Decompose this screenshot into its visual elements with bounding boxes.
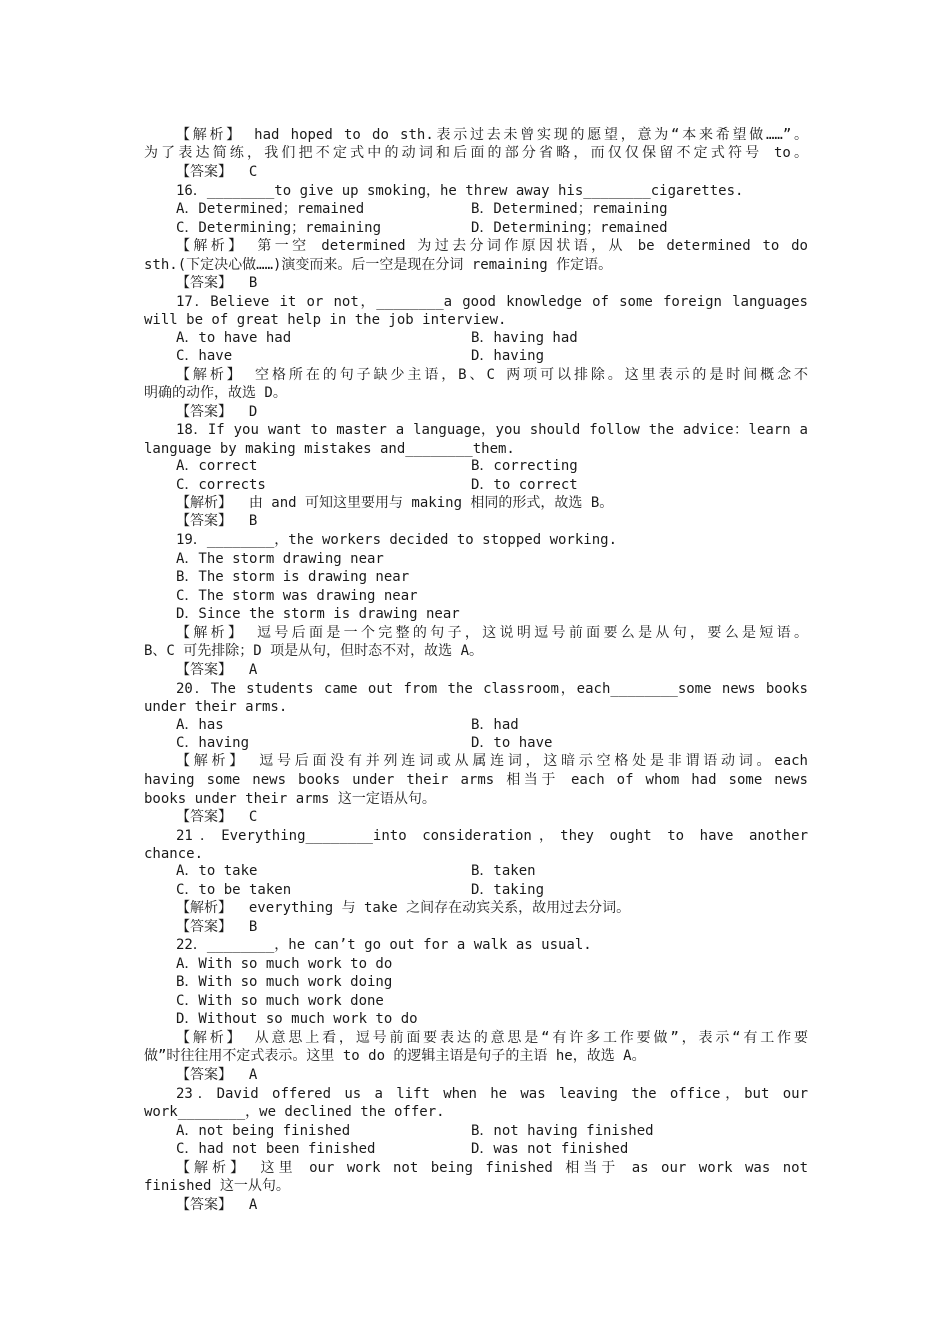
question-20-line-1: 20．The students came out from the classroom，each________some news books — [176, 681, 808, 697]
explanation-18: 【解析】 由 and 可知这里要用与 making 相同的形式，故选 B。 — [176, 495, 614, 511]
q23-option-d: D．was not finished — [471, 1141, 629, 1157]
question-21-line-2: chance. — [144, 846, 204, 862]
explanation-23-line-2: finished 这一从句。 — [144, 1178, 290, 1194]
answer-17: 【答案】 D — [176, 404, 258, 420]
q22-option-d: D．Without so much work to do — [176, 1011, 418, 1027]
q21-option-c: C．to be taken — [176, 882, 292, 898]
q21-option-a: A．to take — [176, 863, 258, 879]
q22-option-b: B．With so much work doing — [176, 974, 393, 990]
answer-20: 【答案】 C — [176, 809, 258, 825]
q23-option-a: A．not being finished — [176, 1123, 351, 1139]
q17-option-c: C．have — [176, 348, 233, 364]
answer-19: 【答案】 A — [176, 662, 258, 678]
explanation-23-line-1: 【解析】 这里 our work not being finished 相当于 as our work was not — [176, 1160, 808, 1176]
question-18-line-2: language by making mistakes and________them. — [144, 441, 515, 457]
q18-option-d: D．to correct — [471, 477, 578, 493]
q22-option-a: A．With so much work to do — [176, 956, 393, 972]
question-22: 22．________，he can’t go out for a walk as usual. — [176, 937, 592, 953]
q18-option-a: A．correct — [176, 458, 258, 474]
q21-option-d: D．taking — [471, 882, 545, 898]
explanation-19-line-2: B、C 可先排除；D 项是从句，但时态不对，故选 A。 — [144, 643, 483, 659]
q16-option-d: D．Determining；remained — [471, 220, 668, 236]
q16-option-a: A．Determined；remained — [176, 201, 365, 217]
question-17-line-1: 17．Believe it or not，________a good knowledge of some foreign languages — [176, 294, 808, 310]
q19-option-a: A．The storm drawing near — [176, 551, 384, 567]
q17-option-d: D．having — [471, 348, 545, 364]
explanation-17-line-1: 【解析】 空格所在的句子缺少主语，B、C 两项可以排除。这里表示的是时间概念不 — [176, 367, 808, 383]
q19-option-c: C．The storm was drawing near — [176, 588, 418, 604]
question-23-line-2: work________，we declined the offer. — [144, 1104, 445, 1120]
q20-option-d: D．to have — [471, 735, 553, 751]
q19-option-d: D．Since the storm is drawing near — [176, 606, 460, 622]
question-20-line-2: under their arms. — [144, 699, 288, 715]
q16-option-b: B．Determined；remaining — [471, 201, 668, 217]
answer-18: 【答案】 B — [176, 513, 258, 529]
q21-option-b: B．taken — [471, 863, 536, 879]
answer-21: 【答案】 B — [176, 919, 258, 935]
q20-option-c: C．having — [176, 735, 250, 751]
explanation-20-line-3: books under their arms 这一定语从句。 — [144, 791, 436, 807]
q22-option-c: C．With so much work done — [176, 993, 384, 1009]
explanation-21: 【解析】 everything 与 take 之间存在动宾关系，故用过去分词。 — [176, 900, 631, 916]
question-16: 16．________to give up smoking，he threw away his________cigarettes. — [176, 183, 744, 199]
q17-option-b: B．having had — [471, 330, 578, 346]
answer-23: 【答案】 A — [176, 1197, 258, 1213]
question-17-line-2: will be of great help in the job interview. — [144, 312, 507, 328]
q23-option-c: C．had not been finished — [176, 1141, 376, 1157]
question-21-line-1: 21．Everything________into consideration，they ought to have another — [176, 828, 808, 844]
q17-option-a: A．to have had — [176, 330, 292, 346]
answer-16: 【答案】 B — [176, 275, 258, 291]
q23-option-b: B．not having finished — [471, 1123, 654, 1139]
explanation-16-line-2: sth.(下定决心做……)演变而来。后一空是现在分词 remaining 作定语。 — [144, 257, 613, 273]
question-23-line-1: 23．David offered us a lift when he was leaving the office，but our — [176, 1086, 808, 1102]
explanation-17-line-2: 明确的动作，故选 D。 — [144, 385, 287, 401]
question-18-line-1: 18．If you want to master a language，you should follow the advice：learn a — [176, 422, 808, 438]
q20-option-a: A．has — [176, 717, 224, 733]
explanation-20-line-1: 【解析】 逗号后面没有并列连词或从属连词，这暗示空格处是非谓语动词。each — [176, 753, 808, 769]
explanation-22-line-2: 做”时往往用不定式表示。这里 to do 的逻辑主语是句子的主语 he，故选 A。 — [144, 1048, 646, 1064]
explanation-15-line-1: 【解析】 had hoped to do sth.表示过去未曾实现的愿望，意为“本来希望做……”。 — [176, 127, 808, 143]
q18-option-b: B．correcting — [471, 458, 578, 474]
q19-option-b: B．The storm is drawing near — [176, 569, 410, 585]
q18-option-c: C．corrects — [176, 477, 266, 493]
answer-22: 【答案】 A — [176, 1067, 258, 1083]
explanation-15-line-2: 为了表达简练，我们把不定式中的动词和后面的部分省略，而仅仅保留不定式符号 to。 — [144, 145, 808, 161]
explanation-19-line-1: 【解析】 逗号后面是一个完整的句子，这说明逗号前面要么是从句，要么是短语。 — [176, 625, 808, 641]
question-19: 19．________，the workers decided to stopped working. — [176, 532, 618, 548]
explanation-22-line-1: 【解析】 从意思上看，逗号前面要表达的意思是“有许多工作要做”，表示“有工作要 — [176, 1030, 808, 1046]
explanation-16-line-1: 【解析】 第一空 determined 为过去分词作原因状语，从 be determined to do — [176, 238, 808, 254]
explanation-20-line-2: having some news books under their arms 相当于 each of whom had some news — [144, 772, 808, 788]
q20-option-b: B．had — [471, 717, 519, 733]
q16-option-c: C．Determining；remaining — [176, 220, 382, 236]
answer-15: 【答案】 C — [176, 164, 258, 180]
